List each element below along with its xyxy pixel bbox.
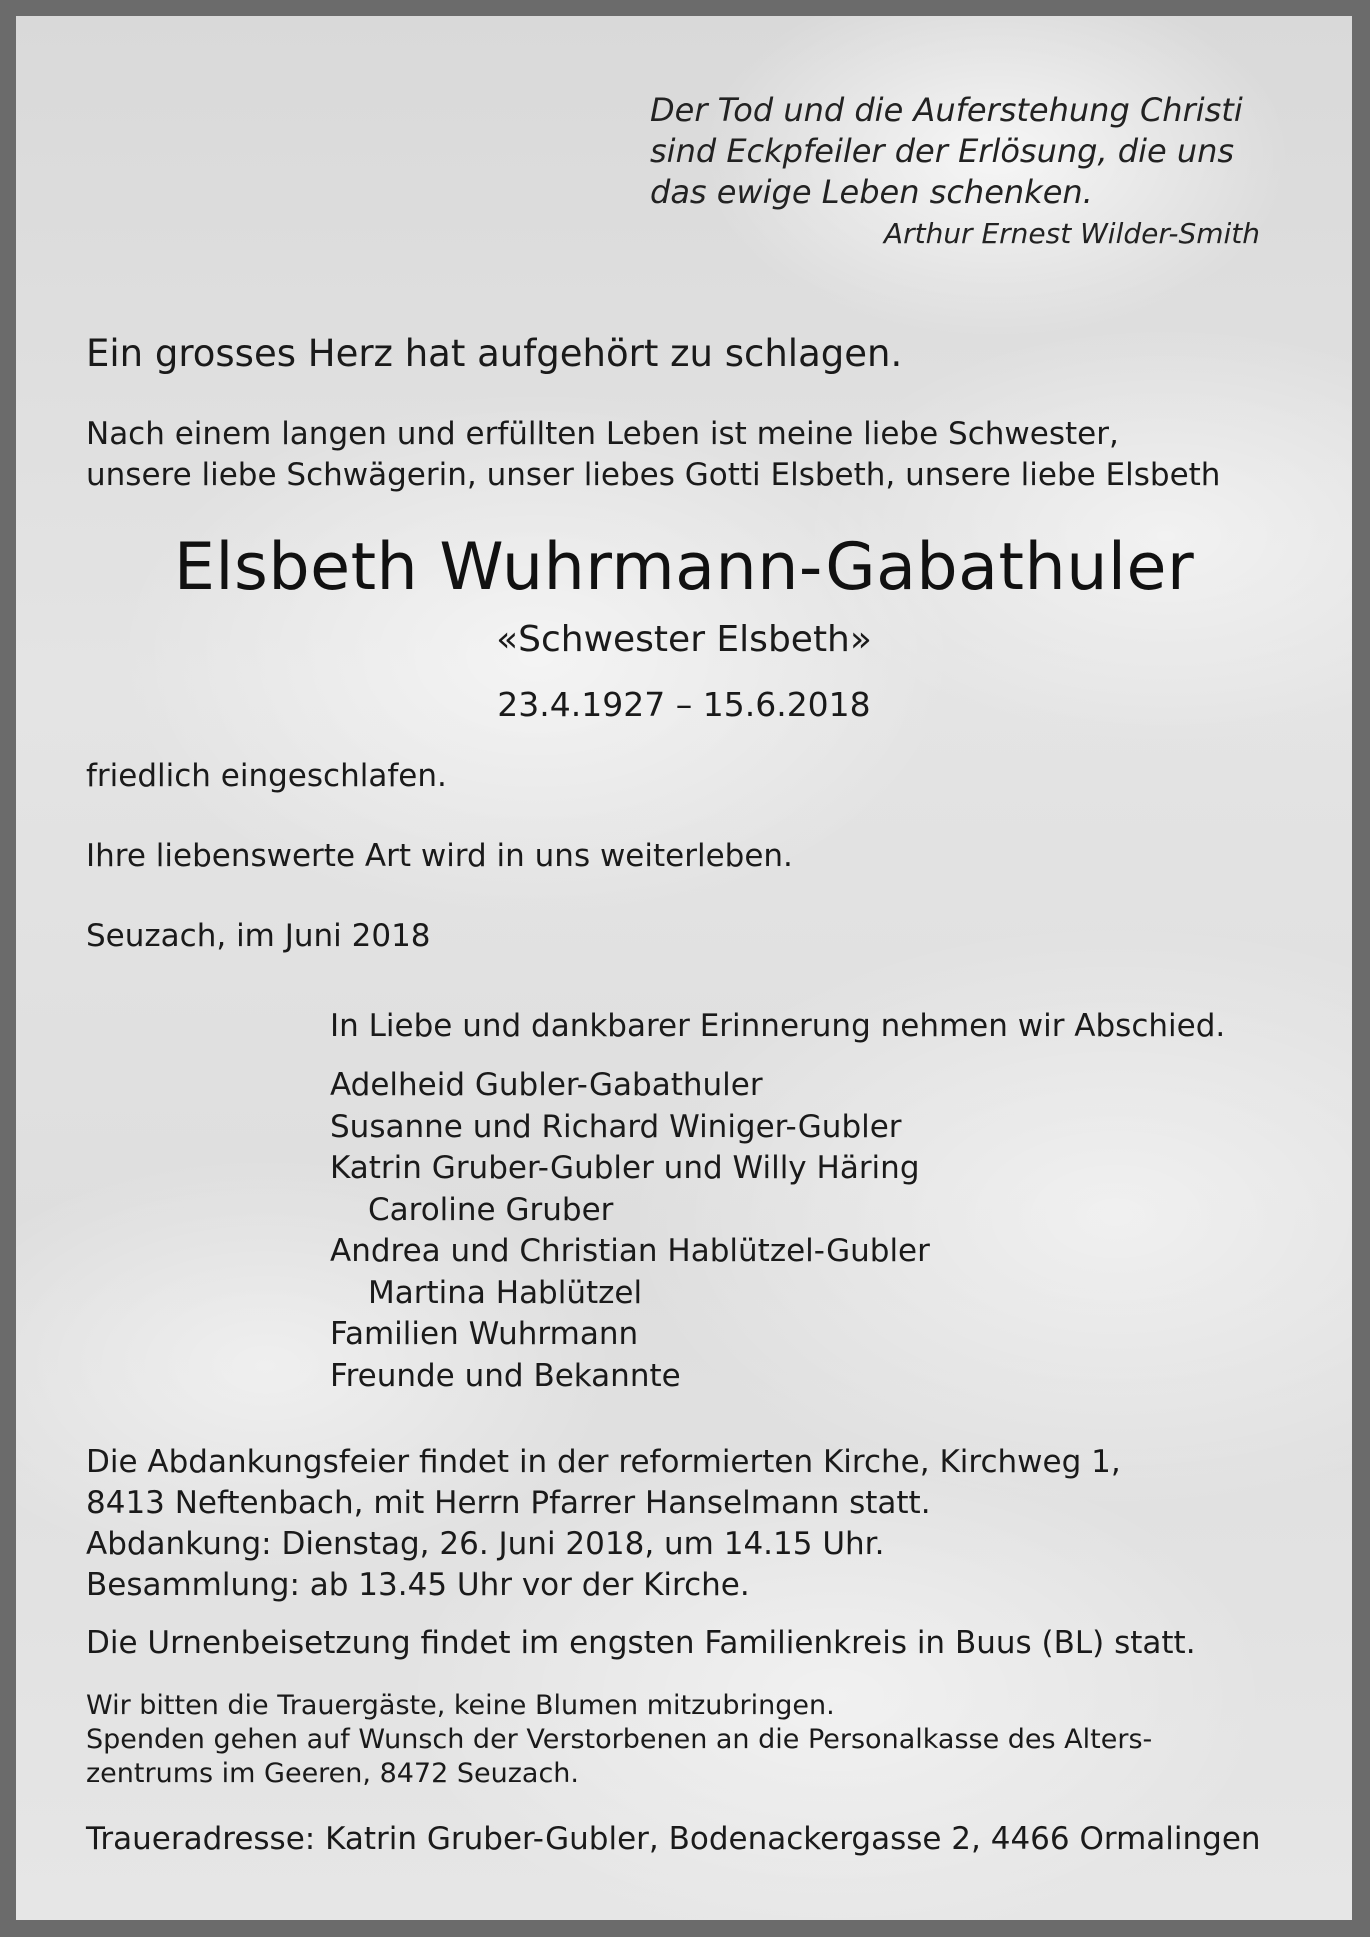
mourner: Freunde und Bekannte xyxy=(330,1357,681,1394)
quote-line: das ewige Leben schenken. xyxy=(650,173,1093,211)
memory-text: Ihre liebenswerte Art wird in uns weiterleben. xyxy=(86,838,793,874)
quote-author: Arthur Ernest Wilder-Smith xyxy=(883,217,1260,250)
service-line: 8413 Neftenbach, mit Herrn Pfarrer Hanselmann statt. xyxy=(86,1485,931,1521)
mourner: Familien Wuhrmann xyxy=(330,1316,639,1352)
service-line: Besammlung: ab 13.45 Uhr vor der Kirche. xyxy=(86,1567,750,1603)
quote-line: Der Tod und die Auferstehung Christi xyxy=(650,91,1243,129)
mourning-address: Traueradresse: Katrin Gruber-Gubler, Bodenackergasse 2, 4466 Ormalingen xyxy=(86,1821,1261,1857)
life-dates: 23.4.1927 – 15.6.2018 xyxy=(497,685,871,724)
mourners-list xyxy=(330,1065,930,1397)
urn-burial-text: Die Urnenbeisetzung findet im engsten Familienkreis in Buus (BL) statt. xyxy=(86,1625,1196,1661)
deceased-name: Elsbeth Wuhrmann-Gabathuler xyxy=(173,530,1195,605)
obituary-page xyxy=(16,16,1352,1920)
mourner: Caroline Gruber xyxy=(368,1191,614,1228)
quote-line: sind Eckpfeiler der Erlösung, die uns xyxy=(650,132,1235,170)
intro-line: Nach einem langen und erfüllten Leben ist meine liebe Schwester, xyxy=(86,416,1119,452)
bible-quote xyxy=(650,90,1270,253)
mourner: Susanne und Richard Winiger-Gubler xyxy=(330,1108,902,1145)
farewell-text: In Liebe und dankbarer Erinnerung nehmen wir Abschied. xyxy=(330,1008,1226,1044)
mourner: Katrin Gruber-Gubler und Willy Häring xyxy=(330,1150,920,1186)
service-info xyxy=(86,1442,1121,1606)
asleep-text: friedlich eingeschlafen. xyxy=(86,758,447,794)
donation-line: Spenden gehen auf Wunsch der Verstorbenen an die Personalkasse des Alters- xyxy=(86,1724,1153,1755)
mourner: Martina Hablützel xyxy=(368,1274,643,1311)
mourner: Andrea und Christian Hablützel-Gubler xyxy=(330,1233,930,1269)
mourner: Adelheid Gubler-Gabathuler xyxy=(330,1067,763,1103)
donation-info xyxy=(86,1689,1152,1791)
donation-line: Wir bitten die Trauergäste, keine Blumen mitzubringen. xyxy=(86,1690,835,1721)
service-line: Die Abdankungsfeier findet in der reformierten Kirche, Kirchweg 1, xyxy=(86,1444,1121,1480)
headline: Ein grosses Herz hat aufgehört zu schlagen. xyxy=(86,332,903,375)
donation-line: zentrums im Geeren, 8472 Seuzach. xyxy=(86,1758,579,1789)
deceased-alias: «Schwester Elsbeth» xyxy=(496,619,872,660)
service-line: Abdankung: Dienstag, 26. Juni 2018, um 14.15 Uhr. xyxy=(86,1526,885,1562)
place-date: Seuzach, im Juni 2018 xyxy=(86,918,431,954)
intro-line: unsere liebe Schwägerin, unser liebes Gotti Elsbeth, unsere liebe Elsbeth xyxy=(86,457,1221,493)
intro-text xyxy=(86,414,1220,496)
